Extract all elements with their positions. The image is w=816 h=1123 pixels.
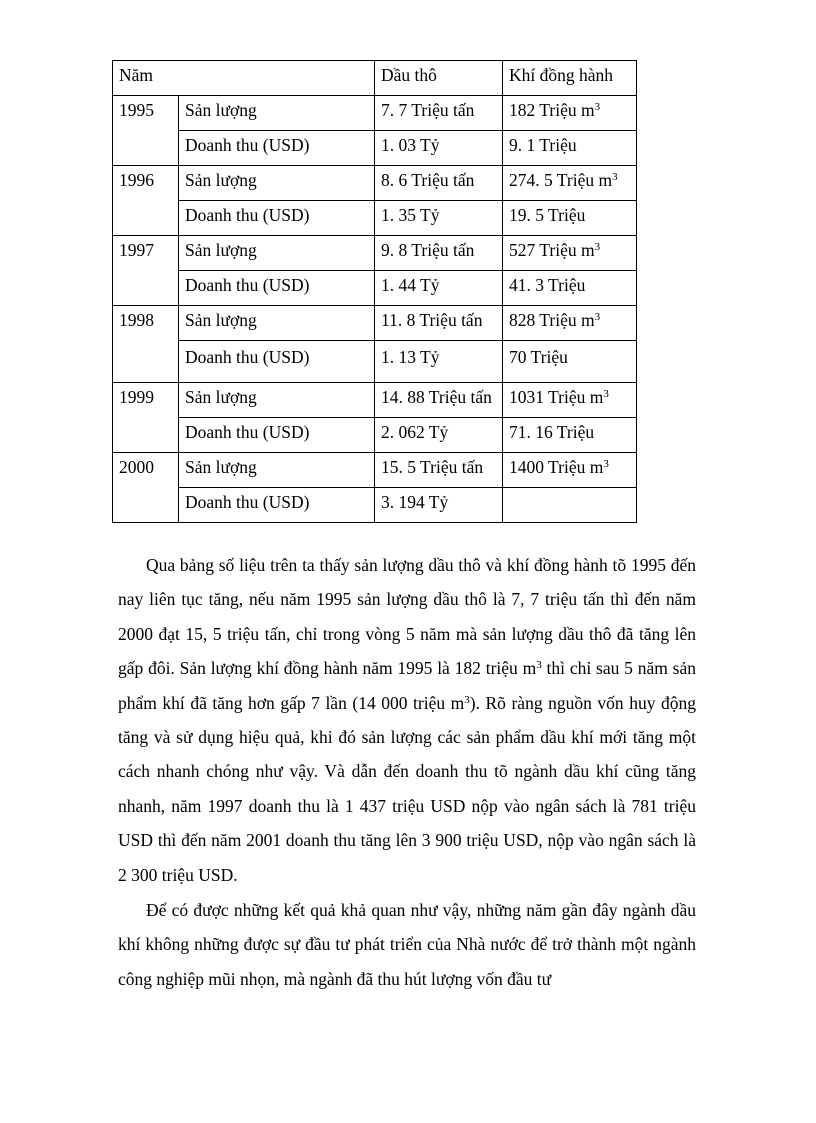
- unit-superscript: 3: [603, 458, 609, 470]
- gas-value: 41. 3 Triệu: [503, 271, 637, 306]
- metric-label: Doanh thu (USD): [179, 131, 375, 166]
- gas-value-text: 828 Triệu m: [509, 310, 595, 330]
- unit-superscript: 3: [603, 388, 609, 400]
- paragraph-text: thì chỉ sau 5 năm sản phẩm khí đã tăng hơn gấp 7 lần (14 000 triệu m: [118, 658, 696, 713]
- table-row: [113, 131, 637, 166]
- table-row: [113, 306, 637, 341]
- table-row: [113, 166, 637, 201]
- metric-label: Sản lượng: [179, 166, 375, 201]
- metric-label: Sản lượng: [179, 453, 375, 488]
- oil-value: 1. 35 Tỷ: [375, 201, 503, 236]
- year-cell: 1996: [113, 166, 179, 236]
- oil-value: 8. 6 Triệu tấn: [375, 166, 503, 201]
- gas-value: [503, 236, 637, 271]
- gas-value-text: 1400 Triệu m: [509, 457, 604, 477]
- metric-label: Doanh thu (USD): [179, 201, 375, 236]
- gas-value: [503, 383, 637, 418]
- gas-value-text: 182 Triệu m: [509, 100, 595, 120]
- gas-value: 70 Triệu: [503, 341, 637, 383]
- gas-value: [503, 166, 637, 201]
- header-associated-gas: Khí đồng hành: [503, 61, 637, 96]
- year-cell: 1997: [113, 236, 179, 306]
- paragraph-text: ). Rõ ràng nguồn vốn huy động tăng và sử dụng hiệu quả, khi đó sản lượng các sản phẩm dầu khí mới tăng một cách nhanh chóng như vậy. Và dẫn đến doanh thu tõ ngành dầu khí cũng tăng nhanh, năm 1997 doanh thu là 1 437 triệu USD nộp vào ngân sách là 781 triệu USD thì đến năm 2001 doanh thu tăng lên 3 900 triệu USD, nộp vào ngân sách là 2 300 triệu USD.: [118, 692, 696, 885]
- gas-value: [503, 96, 637, 131]
- oil-value: 15. 5 Triệu tấn: [375, 453, 503, 488]
- gas-value: [503, 453, 637, 488]
- oil-value: 7. 7 Triệu tấn: [375, 96, 503, 131]
- unit-superscript: 3: [612, 171, 618, 183]
- table-row: [113, 341, 637, 383]
- gas-value: 9. 1 Triệu: [503, 131, 637, 166]
- year-cell: 1999: [113, 383, 179, 453]
- header-year: Năm: [113, 61, 375, 96]
- gas-value: 71. 16 Triệu: [503, 418, 637, 453]
- oil-value: 1. 13 Tỷ: [375, 341, 503, 383]
- unit-superscript: 3: [464, 693, 470, 706]
- table-row: [113, 236, 637, 271]
- unit-superscript: 3: [536, 659, 542, 672]
- gas-value-text: 527 Triệu m: [509, 240, 595, 260]
- oil-value: 1. 44 Tỷ: [375, 271, 503, 306]
- unit-superscript: 3: [594, 311, 601, 323]
- unit-superscript: 3: [594, 241, 601, 253]
- table-row: [113, 453, 637, 488]
- oil-gas-data-table: [112, 60, 637, 523]
- year-cell: 1995: [113, 96, 179, 166]
- gas-value-text: 1031 Triệu m: [509, 387, 604, 407]
- metric-label: Sản lượng: [179, 236, 375, 271]
- gas-value: [503, 488, 637, 523]
- gas-value: 19. 5 Triệu: [503, 201, 637, 236]
- table-row: [113, 201, 637, 236]
- year-cell: 1998: [113, 306, 179, 383]
- oil-value: 1. 03 Tỷ: [375, 131, 503, 166]
- oil-value: 2. 062 Tỷ: [375, 418, 503, 453]
- metric-label: Doanh thu (USD): [179, 341, 375, 383]
- table-row: [113, 383, 637, 418]
- table-row: [113, 418, 637, 453]
- gas-value: [503, 306, 637, 341]
- oil-value: 11. 8 Triệu tấn: [375, 306, 503, 341]
- metric-label: Doanh thu (USD): [179, 418, 375, 453]
- metric-label: Sản lượng: [179, 306, 375, 341]
- oil-value: 9. 8 Triệu tấn: [375, 236, 503, 271]
- unit-superscript: 3: [594, 101, 601, 113]
- metric-label: Doanh thu (USD): [179, 488, 375, 523]
- table-row: [113, 96, 637, 131]
- header-crude-oil: Dầu thô: [375, 61, 503, 96]
- body-paragraph-2: Để có được những kết quả khả quan như vậy, những năm gần đây ngành dầu khí không những được sự đầu tư phát triển của Nhà nước để trở thành một ngành công nghiệp mũi nhọn, mà ngành đã thu hút lượng vốn đầu tư: [118, 900, 696, 989]
- year-cell: 2000: [113, 453, 179, 523]
- paragraph-text: Qua bảng số liệu trên ta thấy sản lượng dầu thô và khí đồng hành tõ 1995 đến nay liên tục tăng, nếu năm 1995 sản lượng dầu thô là 7, 7 triệu tấn thì đến năm 2000 đạt 15, 5 triệu tấn, chỉ trong vòng 5 năm mà sản lượng dầu thô đã tăng lên gấp đôi. Sản lượng khí đồng hành năm 1995 là 182 triệu m: [118, 555, 696, 679]
- gas-value-text: 274. 5 Triệu m: [509, 170, 613, 190]
- body-paragraph-1: [118, 548, 696, 892]
- metric-label: Doanh thu (USD): [179, 271, 375, 306]
- table-row: [113, 488, 637, 523]
- oil-value: 3. 194 Tỷ: [375, 488, 503, 523]
- metric-label: Sản lượng: [179, 383, 375, 418]
- metric-label: Sản lượng: [179, 96, 375, 131]
- oil-value: 14. 88 Triệu tấn: [375, 383, 503, 418]
- table-row: [113, 271, 637, 306]
- table-header-row: [113, 61, 637, 96]
